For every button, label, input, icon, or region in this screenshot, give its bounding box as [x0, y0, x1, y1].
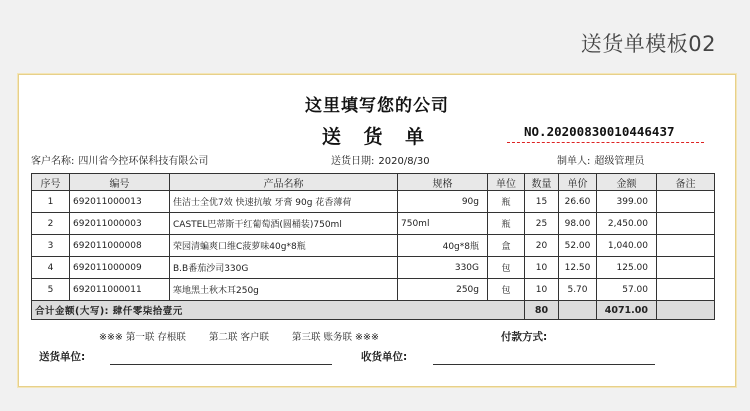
header-cell: 数量	[525, 174, 559, 191]
copy-label: 第二联 客户联	[208, 332, 269, 343]
item-code: 692011000009	[70, 257, 170, 279]
total-row	[32, 301, 715, 320]
total-remark-cell	[657, 301, 715, 320]
product-name: B.B番茄沙司330G	[170, 257, 398, 279]
remark	[657, 235, 715, 257]
spec: 90g	[398, 191, 488, 213]
customer-label: 客户名称:	[31, 156, 75, 167]
spec: 750ml	[398, 213, 488, 235]
table-header-row	[32, 174, 715, 191]
header-cell: 金额	[597, 174, 657, 191]
row-index: 2	[32, 213, 70, 235]
quantity: 25	[525, 213, 559, 235]
delivery-date-info	[331, 152, 430, 167]
item-code: 692011000013	[70, 191, 170, 213]
spec: 250g	[398, 279, 488, 301]
receiver-unit-label: 收货单位:	[361, 351, 408, 363]
quantity: 20	[525, 235, 559, 257]
remark	[657, 191, 715, 213]
delivery-note-paper	[18, 74, 736, 387]
table-row	[32, 213, 715, 235]
row-index: 3	[32, 235, 70, 257]
maker-label: 制单人:	[557, 156, 591, 167]
unit-price: 98.00	[559, 213, 597, 235]
payment-method-label: 付款方式:	[501, 331, 548, 343]
unit-price: 5.70	[559, 279, 597, 301]
header-cell: 序号	[32, 174, 70, 191]
unit: 盒	[488, 235, 525, 257]
product-name: 荣园清蝙爽口维C菠萝味40g*8瓶	[170, 235, 398, 257]
document-title: 送 货 单	[321, 126, 433, 148]
customer-value: 四川省今控环保科技有限公司	[78, 156, 209, 167]
maker-value: 超级管理员	[594, 156, 645, 167]
spec: 40g*8瓶	[398, 235, 488, 257]
quantity: 10	[525, 279, 559, 301]
quantity: 10	[525, 257, 559, 279]
total-amount-in-words: 合计金额(大写): 肆仟零柒拾壹元	[32, 301, 525, 320]
date-value: 2020/8/30	[378, 156, 430, 167]
table-row	[32, 191, 715, 213]
total-quantity: 80	[525, 301, 559, 320]
document-number-underline	[507, 142, 704, 143]
header-cell: 备注	[657, 174, 715, 191]
template-label: 送货单模板02	[580, 32, 716, 56]
receiver-signature-line	[433, 364, 655, 365]
product-name: 佳洁士全优7效 快速抗敏 牙膏 90g 花香薄荷	[170, 191, 398, 213]
remark	[657, 257, 715, 279]
spec: 330G	[398, 257, 488, 279]
row-index: 5	[32, 279, 70, 301]
amount: 2,450.00	[597, 213, 657, 235]
sender-unit-label: 送货单位:	[39, 351, 86, 363]
remark	[657, 213, 715, 235]
product-name: CASTEL巴蒂斯干红葡萄酒(圆桶装)750ml	[170, 213, 398, 235]
total-amount: 4071.00	[597, 301, 657, 320]
copy-label: ※※※ 第一联 存根联	[99, 332, 186, 343]
amount: 1,040.00	[597, 235, 657, 257]
quantity: 15	[525, 191, 559, 213]
total-empty-cell	[559, 301, 597, 320]
table-row	[32, 257, 715, 279]
header-cell: 规格	[398, 174, 488, 191]
item-code: 692011000003	[70, 213, 170, 235]
remark	[657, 279, 715, 301]
table-row	[32, 279, 715, 301]
header-cell: 产品名称	[170, 174, 398, 191]
unit-price: 52.00	[559, 235, 597, 257]
row-index: 1	[32, 191, 70, 213]
product-name: 寒地黑土秋木耳250g	[170, 279, 398, 301]
copy-distribution	[99, 329, 399, 343]
unit: 瓶	[488, 191, 525, 213]
sender-signature-line	[110, 364, 332, 365]
header-cell: 单价	[559, 174, 597, 191]
unit: 包	[488, 279, 525, 301]
customer-info	[31, 152, 208, 167]
amount: 125.00	[597, 257, 657, 279]
unit-price: 12.50	[559, 257, 597, 279]
amount: 399.00	[597, 191, 657, 213]
goods-table	[31, 173, 715, 320]
row-index: 4	[32, 257, 70, 279]
date-label: 送货日期:	[331, 156, 375, 167]
maker-info	[557, 152, 644, 167]
amount: 57.00	[597, 279, 657, 301]
document-number: NO.20200830010446437	[524, 124, 675, 139]
item-code: 692011000008	[70, 235, 170, 257]
company-name: 这里填写您的公司	[305, 96, 449, 116]
unit: 包	[488, 257, 525, 279]
table-row	[32, 235, 715, 257]
header-cell: 编号	[70, 174, 170, 191]
item-code: 692011000011	[70, 279, 170, 301]
header-cell: 单位	[488, 174, 525, 191]
unit-price: 26.60	[559, 191, 597, 213]
copy-label: 第三联 账务联 ※※※	[292, 332, 379, 343]
unit: 瓶	[488, 213, 525, 235]
